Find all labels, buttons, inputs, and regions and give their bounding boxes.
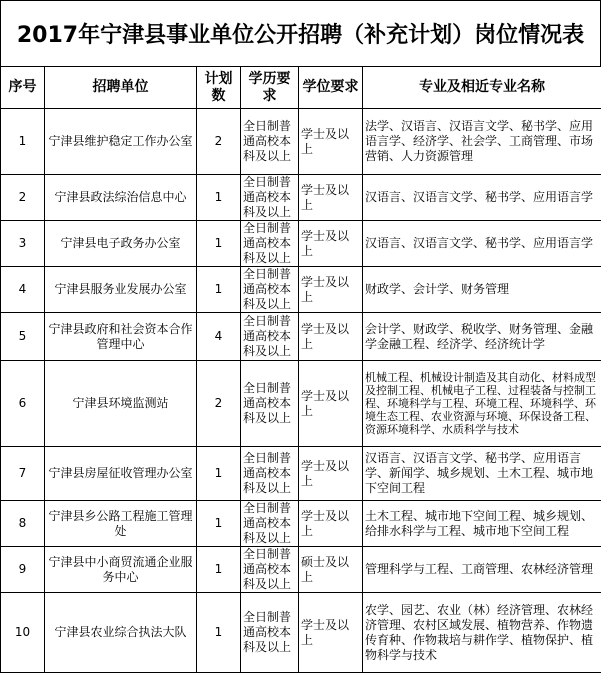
cell-seq: 3 [1,221,45,267]
table-row [1,313,601,361]
table-row [1,109,601,175]
table-row [1,501,601,547]
cell-unit: 宁津县维护稳定工作办公室 [45,109,197,175]
header-unit: 招聘单位 [45,67,197,109]
cell-seq: 2 [1,175,45,221]
cell-seq: 5 [1,313,45,361]
cell-count: 2 [197,109,241,175]
cell-seq: 4 [1,267,45,313]
cell-count: 1 [197,221,241,267]
header-major: 专业及相近专业名称 [363,67,601,109]
cell-education: 全日制普通高校本科及以上 [241,547,299,593]
cell-major: 财政学、会计学、财务管理 [363,267,601,313]
cell-count: 4 [197,313,241,361]
table-row [1,175,601,221]
cell-major: 法学、汉语言、汉语言文学、秘书学、应用语言学、经济学、社会学、工商管理、市场营销、人力资源管理 [363,109,601,175]
cell-major: 汉语言、汉语言文学、秘书学、应用语言学 [363,175,601,221]
cell-education: 全日制普通高校本科及以上 [241,221,299,267]
cell-degree: 学士及以上 [299,109,363,175]
cell-unit: 宁津县房屋征收管理办公室 [45,447,197,501]
table-row [1,593,601,673]
cell-major: 农学、园艺、农业（林）经济管理、农林经济管理、农村区域发展、植物营养、作物遗传育种、作物栽培与耕作学、植物保护、植物科学与技术 [363,593,601,673]
cell-degree: 学士及以上 [299,447,363,501]
table-row [1,361,601,447]
cell-major: 汉语言、汉语言文学、秘书学、应用语言学、新闻学、城乡规划、土木工程、城市地下空间工程 [363,447,601,501]
header-count: 计划数 [197,67,241,109]
positions-table [0,66,601,673]
cell-degree: 学士及以上 [299,593,363,673]
cell-count: 1 [197,501,241,547]
header-seq: 序号 [1,67,45,109]
cell-degree: 硕士及以上 [299,547,363,593]
cell-degree: 学士及以上 [299,313,363,361]
cell-degree: 学士及以上 [299,501,363,547]
header-education: 学历要求 [241,67,299,109]
cell-count: 1 [197,593,241,673]
cell-education: 全日制普通高校本科及以上 [241,447,299,501]
table-row [1,447,601,501]
page-title: 2017年宁津县事业单位公开招聘（补充计划）岗位情况表 [0,0,601,66]
cell-unit: 宁津县农业综合执法大队 [45,593,197,673]
cell-count: 1 [197,267,241,313]
cell-degree: 学士及以上 [299,221,363,267]
cell-seq: 10 [1,593,45,673]
cell-education: 全日制普通高校本科及以上 [241,267,299,313]
cell-seq: 9 [1,547,45,593]
cell-education: 全日制普通高校本科及以上 [241,313,299,361]
cell-major: 会计学、财政学、税收学、财务管理、金融学金融工程、经济学、经济统计学 [363,313,601,361]
cell-education: 全日制普通高校本科及以上 [241,501,299,547]
cell-major: 汉语言、汉语言文学、秘书学、应用语言学 [363,221,601,267]
table-row [1,221,601,267]
cell-seq: 1 [1,109,45,175]
cell-unit: 宁津县政法综治信息中心 [45,175,197,221]
cell-degree: 学士及以上 [299,267,363,313]
cell-count: 1 [197,547,241,593]
table-header-row [1,67,601,109]
cell-unit: 宁津县乡公路工程施工管理处 [45,501,197,547]
cell-seq: 8 [1,501,45,547]
cell-unit: 宁津县中小商贸流通企业服务中心 [45,547,197,593]
cell-education: 全日制普通高校本科及以上 [241,109,299,175]
cell-degree: 学士及以上 [299,361,363,447]
cell-major: 土木工程、城市地下空间工程、城乡规划、给排水科学与工程、城市地下空间工程 [363,501,601,547]
cell-seq: 7 [1,447,45,501]
cell-major: 机械工程、机械设计制造及其自动化、材料成型及控制工程、机械电子工程、过程装备与控制工程、环境科学与工程、环境工程、环境科学、环境生态工程、农业资源与环境、环保设备工程、资源环境科学、水质科学与技术 [363,361,601,447]
header-degree: 学位要求 [299,67,363,109]
cell-count: 2 [197,361,241,447]
cell-unit: 宁津县政府和社会资本合作管理中心 [45,313,197,361]
cell-education: 全日制普通高校本科及以上 [241,361,299,447]
cell-education: 全日制普通高校本科及以上 [241,175,299,221]
cell-degree: 学士及以上 [299,175,363,221]
cell-count: 1 [197,175,241,221]
table-row [1,547,601,593]
cell-count: 1 [197,447,241,501]
cell-education: 全日制普通高校本科及以上 [241,593,299,673]
table-row [1,267,601,313]
cell-major: 管理科学与工程、工商管理、农林经济管理 [363,547,601,593]
cell-seq: 6 [1,361,45,447]
cell-unit: 宁津县环境监测站 [45,361,197,447]
cell-unit: 宁津县服务业发展办公室 [45,267,197,313]
cell-unit: 宁津县电子政务办公室 [45,221,197,267]
